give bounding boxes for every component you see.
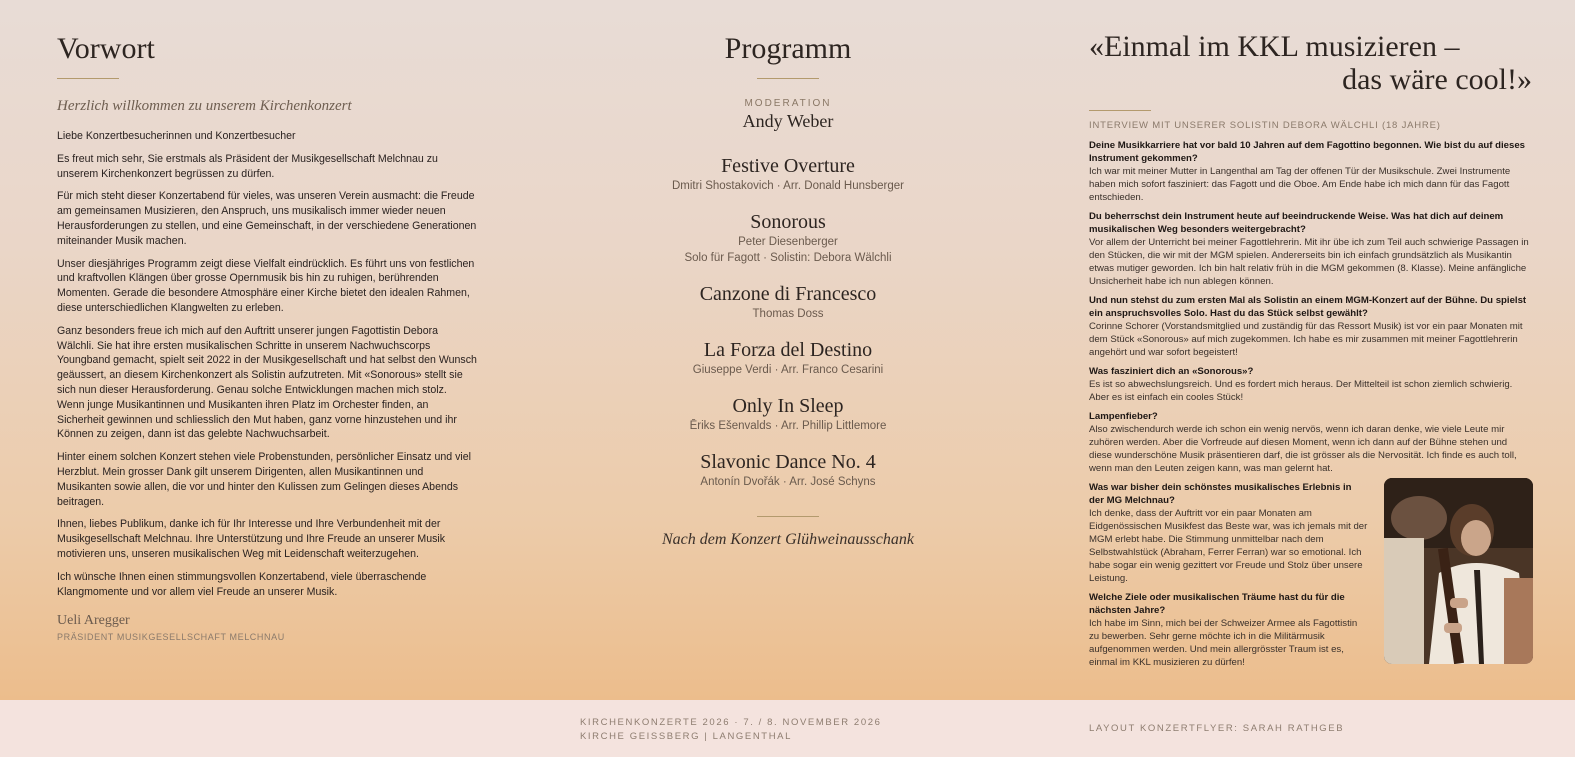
piece-title: Festive Overture bbox=[721, 155, 855, 177]
foreword-paragraph: Ganz besonders freue ich mich auf den Auftritt unserer jungen Fagottistin Debora Wälchli. Sie hat ihre ersten musikalischen Schritte in unserem Nachwuchscorps Youngband gemacht, spielt seit 2022 in der Musikgesellschaft und hat selbst den Wunsch geäussert, an diesem Kirchenkonzert als Solistin aufzutreten. Mit «Sonorous» stellt sie sich nun dieser Herausforderung. Genau solche Entwicklungen machen mich stolz. Wenn junge Musikantinnen und Musikanten ihren Platz im Orchester finden, an Sicherheit gewinnen und schliesslich den Mut haben, ganz vorne hinzustehen und ihr Können zu zeigen, dann ist das gelebte Nachwuchsarbeit. bbox=[57, 324, 477, 441]
foreword-paragraph: Für mich steht dieser Konzertabend für vieles, was unseren Verein ausmacht: die Freude am gemeinsamen Musizieren, den Anspruch, uns musikalisch immer wieder neuen Herausforderungen zu stellen, und eine Gemeinschaft, in der verschiedene Generationen miteinander Musik machen. bbox=[57, 190, 477, 247]
piece-title: Sonorous bbox=[750, 211, 826, 233]
heading-divider bbox=[57, 78, 119, 79]
interview-answer: Vor allem der Unterricht bei meiner Fagottlehrerin. Mit ihr übe ich zum Teil auch schwierige Passagen in den Stücken, die wir mit der MGM spielen. Andererseits bin ich einfach grundsätzlich als Musikantin etwas mutiger geworden. Ich bin halt relativ früh in die MGM gekommen (8. Klasse). Meine anfängliche Unsicherheit habe ich nun ablegen können. bbox=[1089, 237, 1529, 287]
program-column bbox=[568, 0, 1008, 549]
interview-question: Lampenfieber? bbox=[1089, 411, 1158, 422]
piece-title: Only In Sleep bbox=[732, 395, 844, 417]
piece-credit: Antonín Dvořák · Arr. José Schyns bbox=[700, 476, 876, 488]
foreword-paragraph: Ihnen, liebes Publikum, danke ich für Ihr Interesse und Ihre Verbundenheit mit der Musikgesellschaft Melchnau. Ihre Unterstützung und Ihre Freude an unserer Musik motivieren uns, unseren musikalischen Weg mit Leidenschaft weiterzugehen. bbox=[57, 518, 446, 560]
qa-block bbox=[1089, 294, 1532, 359]
qa-block bbox=[1089, 481, 1369, 585]
interview-heading-line2: das wäre cool!» bbox=[1342, 63, 1532, 96]
interview-question: Was fasziniert dich an «Sonorous»? bbox=[1089, 366, 1254, 377]
qa-block bbox=[1089, 210, 1532, 288]
piece-credit: Thomas Doss bbox=[752, 308, 824, 320]
program-item bbox=[568, 154, 1008, 194]
piece-credit: Solo für Fagott · Solistin: Debora Wälchli bbox=[684, 252, 892, 264]
interview-answer: Ich habe im Sinn, mich bei der Schweizer Armee als Fagottistin zu bewerben. Sehr gerne möchte ich in die Militärmusik aufgenommen werden. Und mein allergrösster Traum ist es, einmal im KKL musizieren zu dürfen! bbox=[1089, 618, 1358, 668]
interview-heading bbox=[1089, 30, 1532, 96]
program-item bbox=[568, 210, 1008, 266]
bassoon-player-illustration bbox=[1384, 478, 1533, 664]
program-item bbox=[568, 282, 1008, 322]
heading-divider bbox=[1089, 110, 1151, 111]
interview-answer: Es ist so abwechslungsreich. Und es fordert mich heraus. Der Mittelteil ist schon ziemlich schwierig. Aber es ist einfach ein cooles Stück! bbox=[1089, 379, 1513, 403]
signature-role: PRÄSIDENT MUSIKGESELLSCHAFT MELCHNAU bbox=[57, 632, 285, 643]
footer-venue: KIRCHE GEISSBERG | LANGENTHAL bbox=[580, 731, 792, 742]
interview-answer: Ich denke, dass der Auftritt vor ein paar Monaten am Eidgenössischen Musikfest das Beste war, was ich jemals mit der MGM erlebt habe. Die Stimmung unmittelbar nach dem Selbstwahlstück (Abraham, Ferrer Ferran) war so emotional. Ich habe sogar ein wenig gezittert vor Freude und Stolz über unsere Leistung. bbox=[1089, 508, 1368, 584]
program-item bbox=[568, 394, 1008, 434]
foreword-paragraph: Es freut mich sehr, Sie erstmals als Präsident der Musikgesellschaft Melchnau zu unserem Kirchenkonzert begrüssen zu dürfen. bbox=[57, 152, 438, 180]
program-item bbox=[568, 450, 1008, 490]
foreword-column bbox=[57, 0, 477, 642]
interview-answer: Also zwischendurch werde ich schon ein wenig nervös, wenn ich daran denke, wie viele Leute mir zuhören werden. Aber die Vorfreude auf diesen Moment, wenn ich dann auf der Bühne stehen und diese wunderschöne Musik präsentieren darf, die ist grösser als die Nervosität. Ich finde es auch toll, wenn man den Leuten zeigen kann, was man gelernt hat. bbox=[1089, 424, 1517, 474]
piece-title: La Forza del Destino bbox=[703, 339, 873, 361]
interview-question: Du beherrschst dein Instrument heute auf beeindruckende Weise. Was hat dich auf deinem musikalischen Weg besonders weitergebracht? bbox=[1089, 211, 1504, 235]
interview-answer: Ich war mit meiner Mutter in Langenthal am Tag der offenen Tür der Musikschule. Zwei Instrumente haben mich sofort fasziniert: das Fagott und die Oboe. Am Ende habe ich mich dann für das Fagott entschieden. bbox=[1089, 166, 1511, 203]
program-heading: Programm bbox=[724, 32, 852, 65]
foreword-subheading: Herzlich willkommen zu unserem Kirchenkonzert bbox=[57, 98, 352, 114]
foreword-paragraph: Unser diesjähriges Programm zeigt diese Vielfalt eindrücklich. Es führt uns von festlichen und kraftvollen Klängen über grosse Opernmusik bis hin zu ruhigen, berührenden Momenten. Gerade die besondere Atmosphäre einer Kirche bietet den idealen Rahmen, diese unterschiedlichen Klangwelten zu erleben. bbox=[57, 257, 475, 314]
qa-block bbox=[1089, 139, 1532, 204]
piece-credit: Dmitri Shostakovich · Arr. Donald Hunsberger bbox=[671, 180, 904, 192]
foreword-paragraph: Hinter einem solchen Konzert stehen viele Probenstunden, persönlicher Einsatz und viel Herzblut. Mein grosser Dank gilt unserem Dirigenten, allen Musikantinnen und Musikanten sowie allen, die vor und hinter den Kulissen zum Gelingen dieses Abends beitragen. bbox=[57, 451, 471, 508]
qa-block bbox=[1089, 365, 1532, 404]
interview-heading-line1: «Einmal im KKL musizieren – bbox=[1089, 30, 1460, 63]
interview-label: INTERVIEW MIT UNSERER SOLISTIN DEBORA WÄLCHLI (18 JAHRE) bbox=[1089, 120, 1441, 131]
moderator-name: Andy Weber bbox=[742, 111, 834, 131]
piece-credit: Peter Diesenberger bbox=[738, 236, 838, 248]
program-item bbox=[568, 338, 1008, 378]
foreword-paragraph: Liebe Konzertbesucherinnen und Konzertbesucher bbox=[57, 130, 296, 142]
foreword-paragraph: Ich wünsche Ihnen einen stimmungsvollen Konzertabend, viele überraschende Klangmomente und vor allem viel Freude an unserer Musik. bbox=[57, 570, 427, 598]
program-divider bbox=[757, 516, 819, 517]
footer-dates: KIRCHENKONZERTE 2026 · 7. / 8. NOVEMBER 2026 bbox=[580, 717, 882, 728]
moderation-label: MODERATION bbox=[744, 98, 832, 109]
piece-title: Slavonic Dance No. 4 bbox=[700, 451, 876, 473]
footer-event-info bbox=[580, 716, 881, 744]
closing-note: Nach dem Konzert Glühweinausschank bbox=[662, 531, 914, 548]
interview-answer: Corinne Schorer (Vorstandsmitglied und zuständig für das Ressort Musik) ist vor ein paar Monaten mit dem Stück «Sonorous» auf mich zugekommen. Ich habe es mir zusammen mit meiner Fagottlehrerin angehört und war sofort begeistert! bbox=[1089, 321, 1523, 358]
piece-title: Canzone di Francesco bbox=[699, 283, 877, 305]
qa-block bbox=[1089, 591, 1369, 669]
soloist-photo bbox=[1384, 478, 1533, 664]
qa-block bbox=[1089, 410, 1532, 475]
heading-divider bbox=[757, 78, 819, 79]
signature-name: Ueli Aregger bbox=[57, 613, 130, 629]
foreword-heading: Vorwort bbox=[57, 32, 155, 65]
interview-question: Und nun stehst du zum ersten Mal als Solistin an einem MGM-Konzert auf der Bühne. Du spielst ein anspruchsvolles Solo. Hast du das Stück selbst gewählt? bbox=[1089, 295, 1527, 319]
interview-question: Was war bisher dein schönstes musikalisches Erlebnis in der MG Melchnau? bbox=[1089, 482, 1352, 506]
piece-credit: Ēriks Ešenvalds · Arr. Phillip Littlemore bbox=[689, 420, 887, 432]
piece-credit: Giuseppe Verdi · Arr. Franco Cesarini bbox=[692, 364, 884, 376]
interview-question: Welche Ziele oder musikalischen Träume hast du für die nächsten Jahre? bbox=[1089, 592, 1345, 616]
interview-question: Deine Musikkarriere hat vor bald 10 Jahren auf dem Fagottino begonnen. Wie bist du auf dieses Instrument gekommen? bbox=[1089, 140, 1525, 164]
footer-credit: LAYOUT KONZERTFLYER: SARAH RATHGEB bbox=[1089, 723, 1345, 734]
